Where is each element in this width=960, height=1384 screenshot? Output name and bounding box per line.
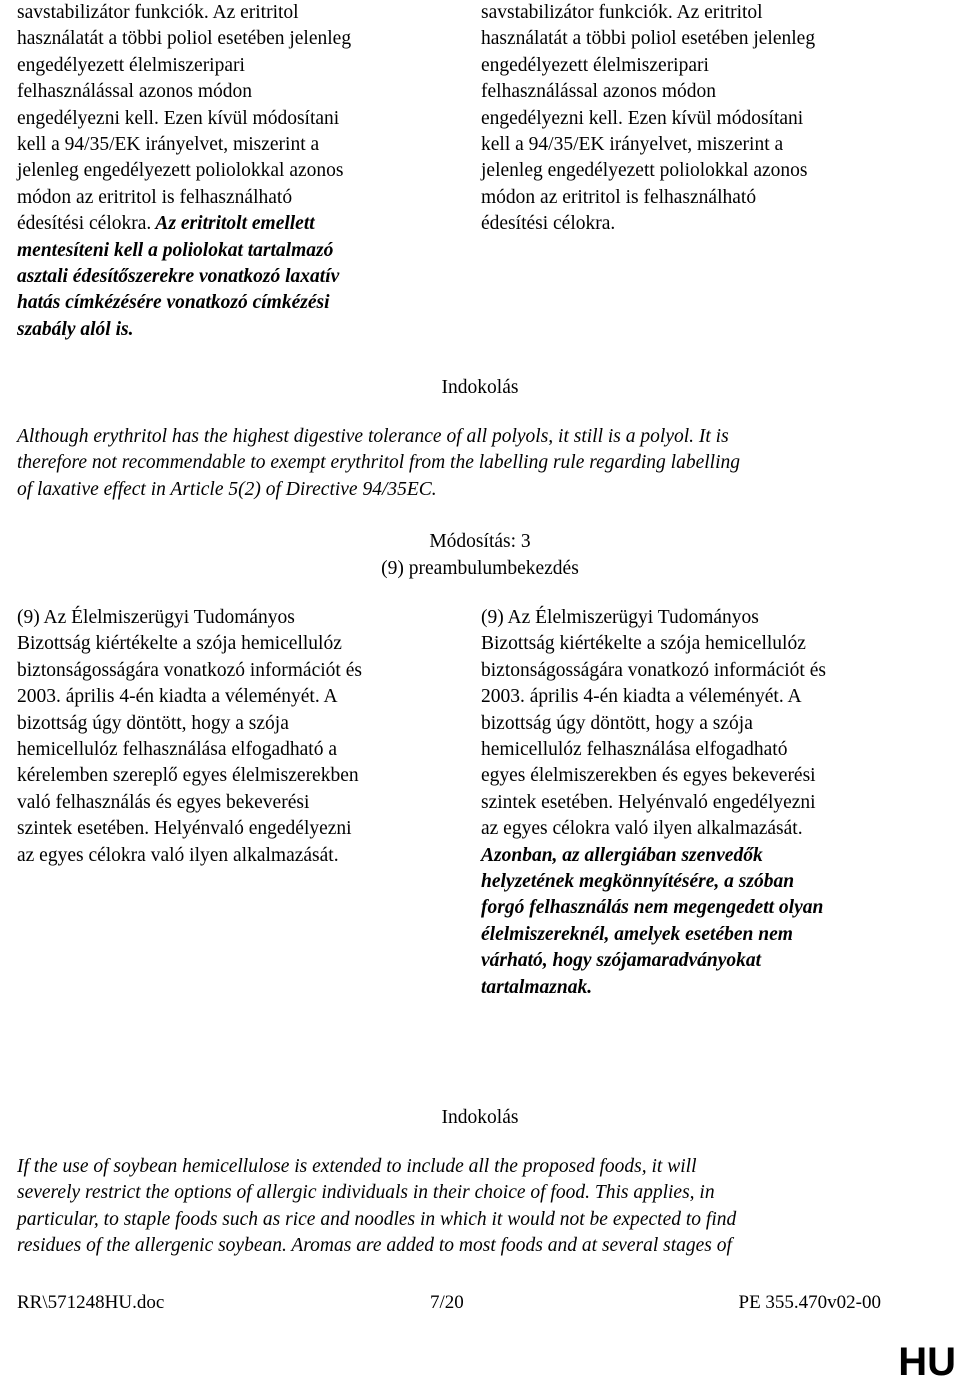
footer-page-number: 7/20: [430, 1292, 464, 1313]
text-line: édesítési célokra.: [481, 213, 616, 235]
amendment-left-column: [17, 605, 417, 869]
emphasis-line: helyzetének megkönnyítésére, a szóban: [481, 871, 795, 893]
text-line: szintek esetében. Helyénvaló engedélyezni: [481, 791, 816, 813]
text-line: kell a 94/35/EK irányelvet, miszerint a: [481, 134, 784, 156]
emphasis-line: asztali édesítőszerekre vonatkozó laxatív: [17, 266, 340, 288]
text-line: severely restrict the options of allergic individuals in their choice of food. This applies, in: [17, 1182, 715, 1204]
text-line: hemicellulóz felhasználása elfogadható a: [17, 739, 337, 761]
text-line: (9) Az Élelmiszerügyi Tudományos: [17, 607, 295, 628]
justification-heading: Indokolás: [441, 1107, 519, 1128]
emphasis-line: várható, hogy szójamaradványokat: [481, 950, 762, 972]
emphasis-line: szabály alól is.: [17, 318, 134, 340]
emphasis-line: forgó felhasználás nem megengedett olyan: [481, 897, 824, 919]
text-line: az egyes célokra való ilyen alkalmazását.: [481, 818, 803, 840]
text-line: kérelemben szereplő egyes élelmiszerekben: [17, 765, 359, 787]
emphasis-line: Azonban, az allergiában szenvedők: [481, 844, 763, 866]
amendment-subtitle: (9) preambulumbekezdés: [381, 558, 579, 579]
text-line: való felhasználás és egyes bekeverési: [17, 791, 310, 813]
text-line: biztonságosságára vonatkozó információt és: [17, 659, 362, 681]
text-line: 2003. április 4-én kiadta a véleményét. A: [17, 686, 338, 708]
text-line: Although erythritol has the highest digestive tolerance of all polyols, it still is a polyol. It is: [17, 426, 729, 447]
text-line: [17, 211, 417, 237]
emphasis-line: élelmiszereknél, amelyek esetében nem: [481, 923, 793, 945]
text-line: kell a 94/35/EK irányelvet, miszerint a: [17, 134, 320, 156]
language-code: HU: [898, 1340, 956, 1384]
emphasis-line: mentesíteni kell a poliolokat tartalmazó: [17, 239, 334, 261]
text-line: az egyes célokra való ilyen alkalmazását.: [17, 844, 339, 866]
text-line: engedélyezni kell. Ezen kívül módosítani: [481, 107, 804, 129]
text-line: savstabilizátor funkciók. Az eritritol: [17, 2, 299, 23]
emphasis-text: Az eritritolt emellett: [151, 213, 315, 235]
text-line: If the use of soybean hemicellulose is extended to include all the proposed foods, it will: [17, 1156, 697, 1177]
amendment-title: Módosítás: 3: [429, 531, 531, 552]
text-line: biztonságosságára vonatkozó információt és: [481, 659, 826, 681]
text-line: módon az eritritol is felhasználható: [481, 186, 757, 208]
emphasis-line: tartalmaznak.: [481, 976, 593, 998]
text-line: residues of the allergenic soybean. Aromas are added to most foods and at several stages of: [17, 1235, 732, 1257]
text-line: engedélyezett élelmiszeripari: [17, 54, 245, 76]
text-line: szintek esetében. Helyénvaló engedélyezni: [17, 818, 352, 840]
footer-doc-ref: RR\571248HU.doc: [17, 1292, 165, 1313]
text-line: hemicellulóz felhasználása elfogadható: [481, 739, 788, 761]
text-line: (9) Az Élelmiszerügyi Tudományos: [481, 607, 759, 628]
text-line: használatát a többi poliol esetében jelenleg: [17, 28, 352, 50]
text-line: bizottság úgy döntött, hogy a szója: [481, 712, 753, 734]
text-line: engedélyezni kell. Ezen kívül módosítani: [17, 107, 340, 129]
text-line: használatát a többi poliol esetében jelenleg: [481, 28, 816, 50]
top-right-column: [481, 0, 891, 238]
text-line: módon az eritritol is felhasználható: [17, 186, 293, 208]
text-line: Bizottság kiértékelte a szója hemicellulóz: [17, 633, 342, 655]
justification-heading: Indokolás: [441, 377, 519, 398]
text-line: bizottság úgy döntött, hogy a szója: [17, 712, 289, 734]
text-line: particular, to staple foods such as rice and noodles in which it would not be expected to find: [17, 1208, 737, 1230]
text-span: édesítési célokra.: [17, 213, 152, 235]
text-line: jelenleg engedélyezett poliolokkal azonos: [481, 160, 808, 182]
text-line: egyes élelmiszerekben és egyes bekeverési: [481, 765, 816, 787]
text-line: felhasználással azonos módon: [17, 81, 253, 103]
justification-text: [17, 1154, 882, 1260]
text-line: therefore not recommendable to exempt erythritol from the labelling rule regarding labelling: [17, 452, 740, 474]
top-left-column: [17, 0, 417, 343]
text-line: engedélyezett élelmiszeripari: [481, 54, 709, 76]
text-line: jelenleg engedélyezett poliolokkal azonos: [17, 160, 344, 182]
justification-text: [17, 424, 882, 503]
text-line: Bizottság kiértékelte a szója hemicellulóz: [481, 633, 806, 655]
amendment-right-column: [481, 605, 891, 1001]
text-line: savstabilizátor funkciók. Az eritritol: [481, 2, 763, 23]
footer-pe-ref: PE 355.470v02-00: [738, 1292, 881, 1313]
text-line: 2003. április 4-én kiadta a véleményét. A: [481, 686, 802, 708]
emphasis-line: hatás címkézésére vonatkozó címkézési: [17, 292, 330, 314]
text-line: felhasználással azonos módon: [481, 81, 717, 103]
text-line: of laxative effect in Article 5(2) of Directive 94/35EC.: [17, 478, 437, 500]
